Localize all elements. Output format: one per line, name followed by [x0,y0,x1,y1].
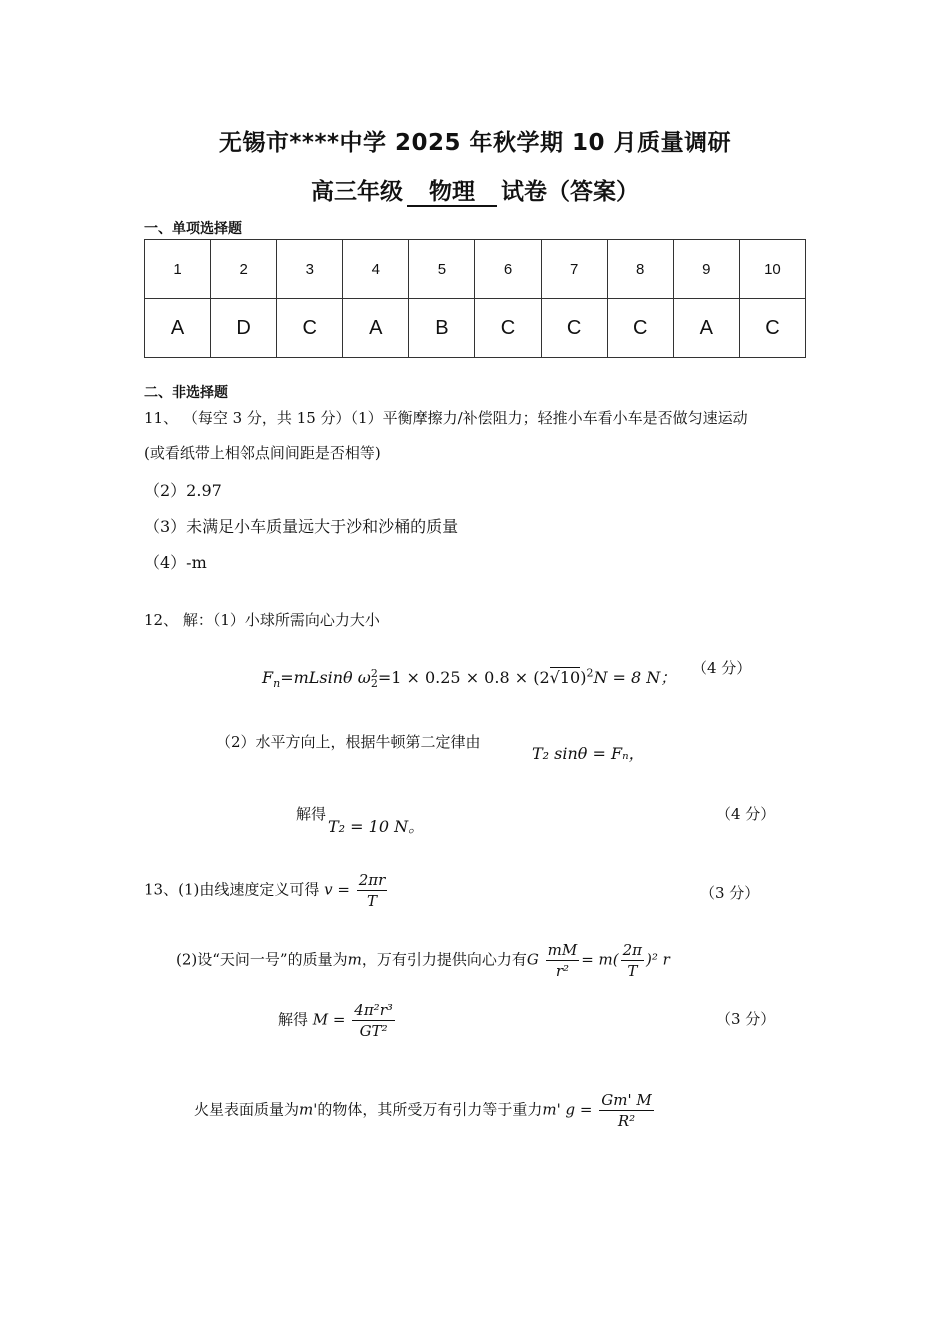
sqrt-symbol: √10 [549,668,581,687]
answer-letter: C [739,299,805,358]
q12-part2-equation: T₂ sinθ = Fₙ， [532,744,645,763]
answer-letter-row [145,299,806,358]
q11-part2: （2）2.97 [144,481,222,500]
q13-score-2: （3 分） [716,1010,776,1028]
section1-heading: 一、单项选择题 [144,221,242,237]
question-number: 6 [475,240,541,299]
q13-part3: 火星表面质量为m'的物体，其所受万有引力等于重力m' g = $\frac{Gm' M}{\text{R²}}$ [194,1091,652,1130]
q12-equation-1: $F_n=mLsin\theta$ ω 2 2 $=1 \times 0.25 \times 0.8 \times (2√10)^2N = 8$ N； [262,666,677,691]
question-number: 10 [739,240,805,299]
section2-heading: 二、非选择题 [144,385,228,401]
question-number: 5 [409,240,475,299]
question-number: 9 [673,240,739,299]
subtitle-prefix: 高三年级 [311,179,403,205]
q13-part1: 13、(1)由线速度定义可得 v = $\frac{2\pi r}{T}$ [144,871,386,910]
q13-fraction-5: $\frac{Gm' M}{\text{R²}}$ [601,1091,652,1130]
subtitle-subject: 物理 [407,179,497,207]
q12-score-1: （4 分） [692,659,752,677]
q11-line1: 11、 （每空 3 分，共 15 分）（1）平衡摩擦力/补偿阻力；轻推小车看小车是否做匀速运动 [144,409,748,427]
answer-table [144,239,806,358]
q12-solve-label: 解得 [296,805,327,823]
q13-fraction-1: $\frac{2\pi r}{T}$ [358,871,386,910]
page-title: 无锡市****中学 2025 年秋学期 10 月质量调研 [218,130,732,156]
answer-letter: B [409,299,475,358]
answer-letter: C [475,299,541,358]
q12-part2-text: （2）水平方向上，根据牛顿第二定律由 [216,733,481,751]
answer-letter: C [541,299,607,358]
answer-letter: D [211,299,277,358]
question-number: 2 [211,240,277,299]
page-subtitle [0,173,950,207]
q13-part2: (2)设“天问一号”的质量为m，万有引力提供向心力有G $\frac{mM}{\text{r²}}$ = m( $\frac{2\pi}{T}$ )² r [176,941,670,980]
q12-score-2: （4 分） [716,805,776,823]
q11-part4: （4）-m [144,553,207,572]
answer-number-row [145,240,806,299]
q13-solve: 解得 M = $\frac{\text{4π²r³}}{\text{GT²}}$ [278,1001,393,1040]
question-number: 8 [607,240,673,299]
answer-letter: A [343,299,409,358]
question-number: 1 [145,240,211,299]
question-number: 4 [343,240,409,299]
q13-fraction-4: $\frac{\text{4π²r³}}{\text{GT²}}$ [354,1001,393,1040]
q11-line2: (或看纸带上相邻点间间距是否相等) [144,444,381,462]
q12-intro: 12、 解：（1）小球所需向心力大小 [144,611,380,629]
q13-score-1: （3 分） [700,884,760,902]
q13-fraction-2: $\frac{mM}{\text{r²}}$ [547,941,578,980]
answer-letter: A [145,299,211,358]
answer-letter: C [607,299,673,358]
q11-part3: （3）未满足小车质量远大于沙和沙桶的质量 [144,517,459,536]
question-number: 3 [277,240,343,299]
q12-solve-equation: T₂ = 10 N。 [328,817,425,836]
answer-letter: C [277,299,343,358]
q13-fraction-3: $\frac{2\pi}{T}$ [622,941,643,980]
answer-letter: A [673,299,739,358]
subtitle-suffix: 试卷（答案） [501,179,639,205]
question-number: 7 [541,240,607,299]
